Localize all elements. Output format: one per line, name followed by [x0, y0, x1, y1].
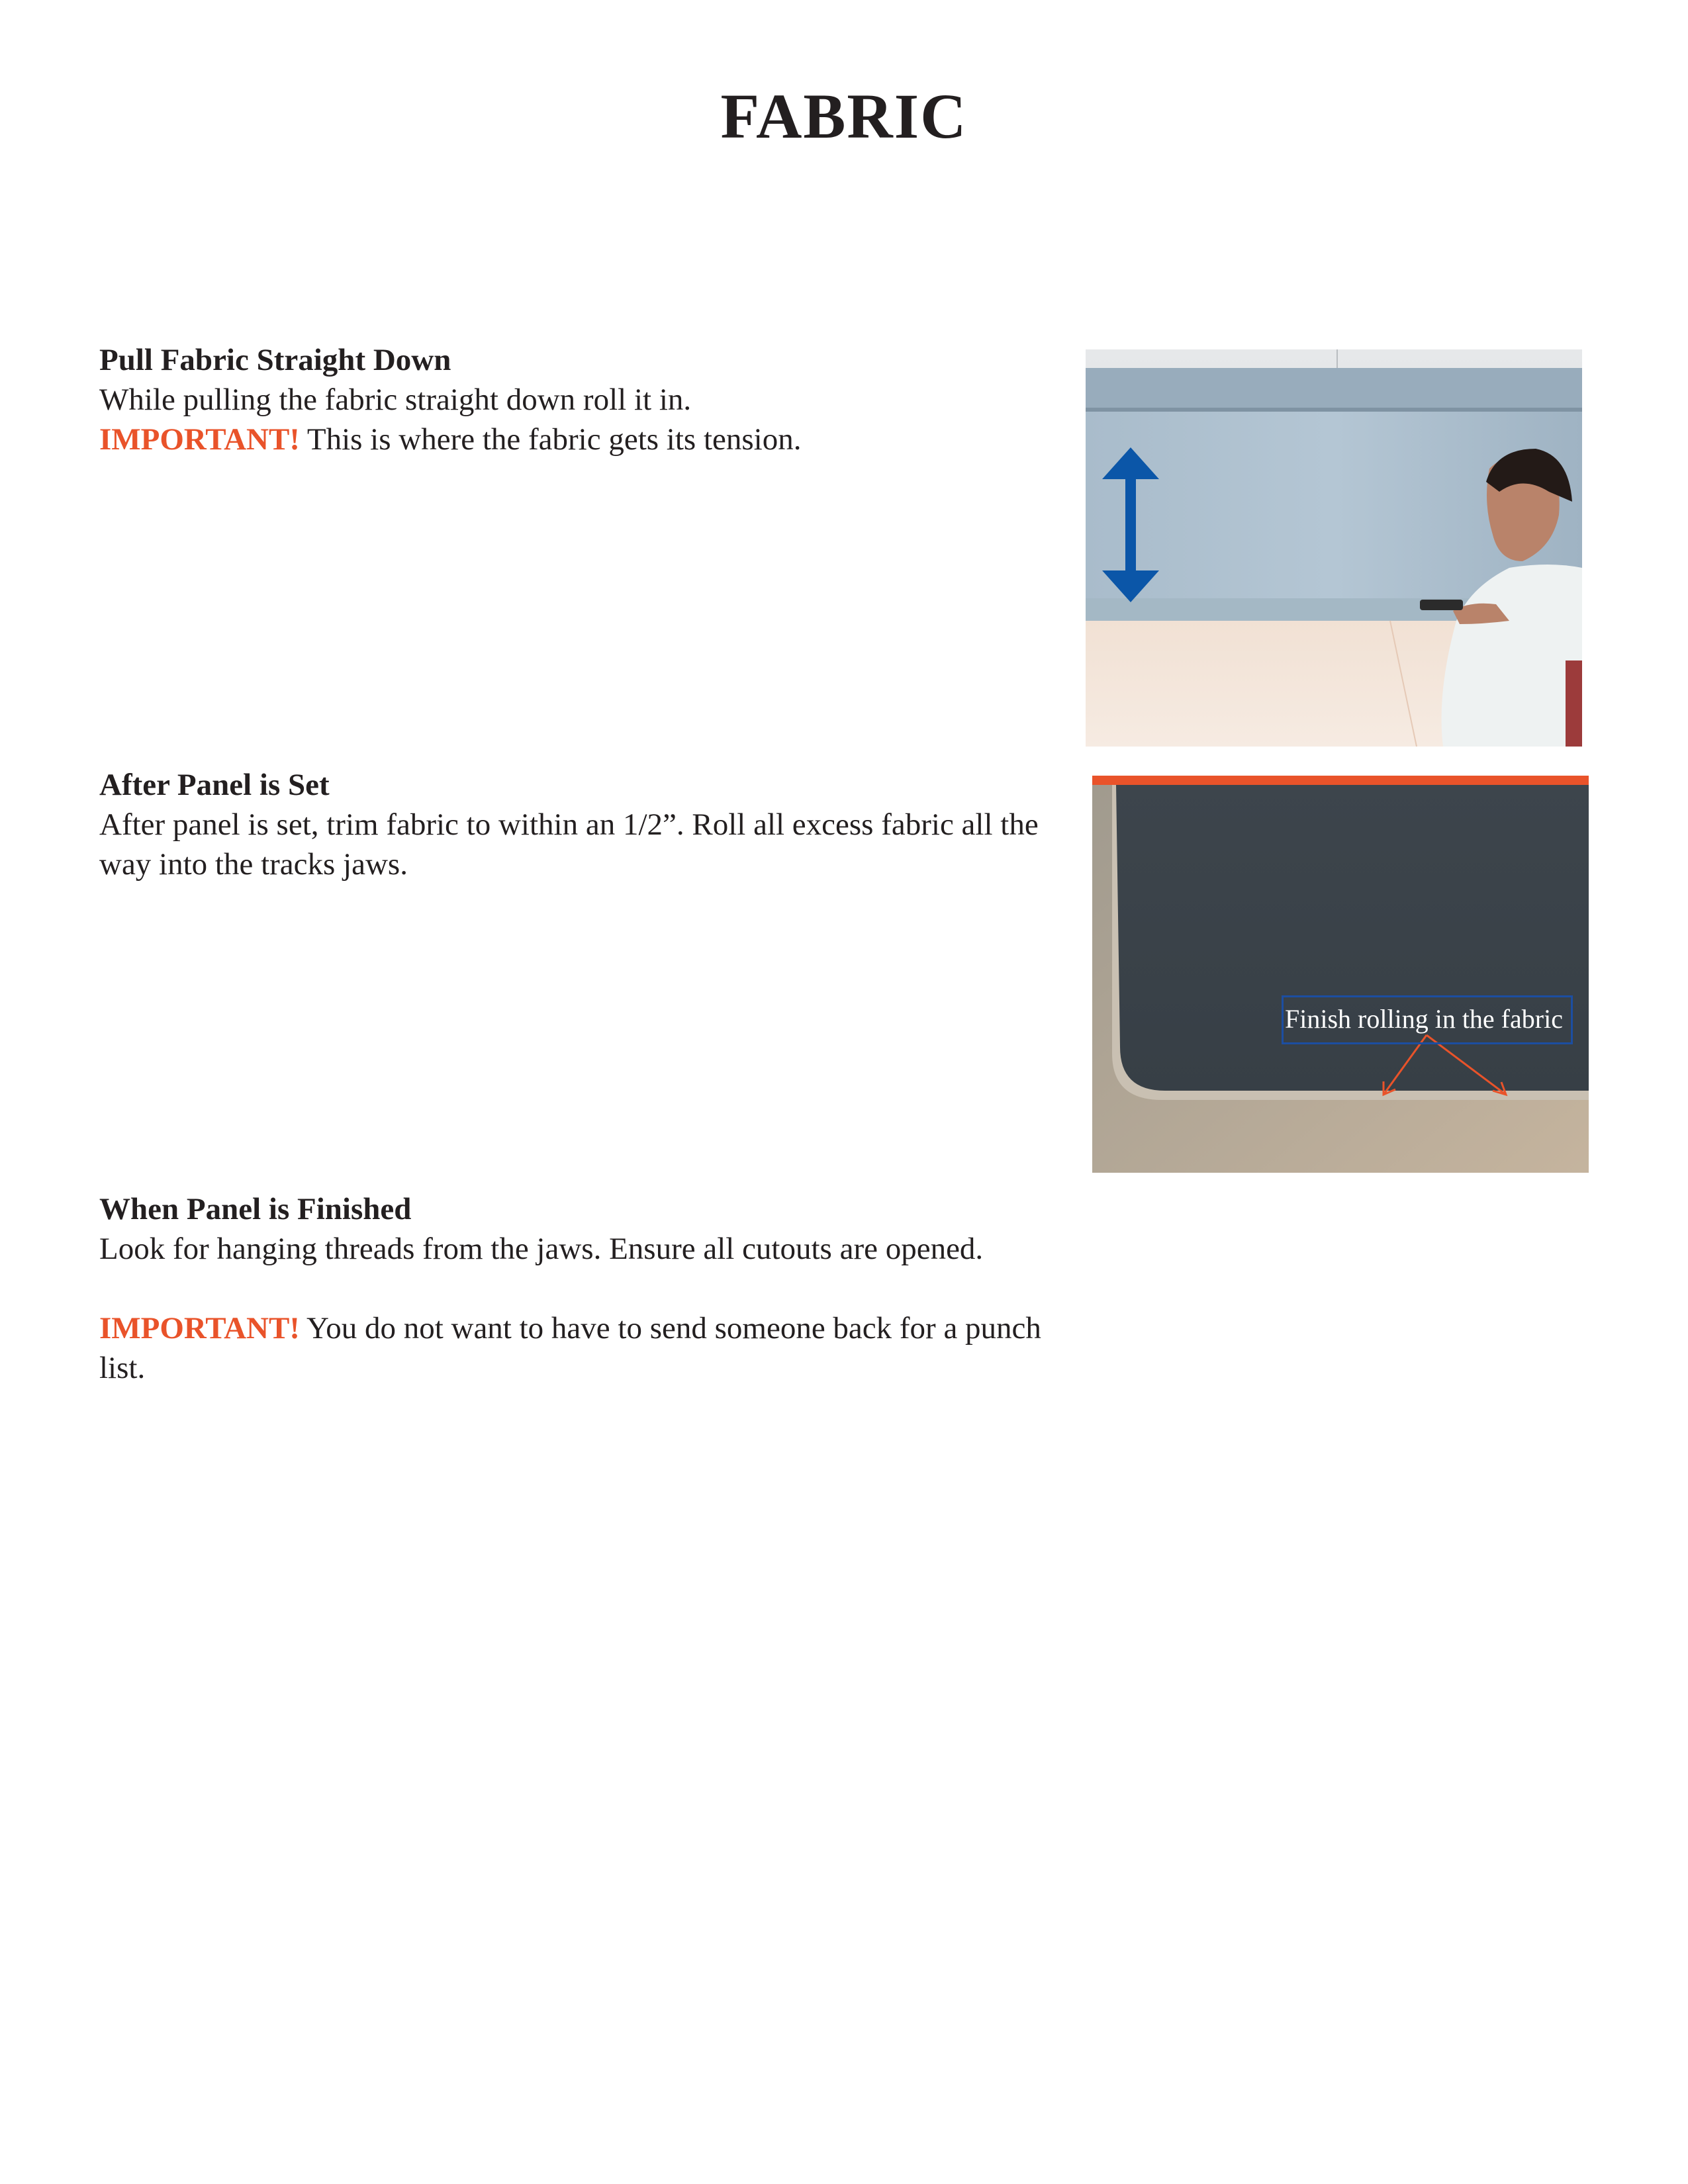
callout-label: Finish rolling in the fabric [1282, 995, 1573, 1044]
important-label: IMPORTANT! [99, 422, 300, 457]
section-body: While pulling the fabric straight down roll it in. [99, 383, 692, 417]
important-label: IMPORTANT! [99, 1311, 300, 1345]
section-after-panel-set [99, 765, 1072, 884]
section-body: Look for hanging threads from the jaws. Ensure all cutouts are opened. [99, 1232, 984, 1266]
important-text: You do not want to have to send someone back for a punch list. [99, 1311, 1041, 1385]
spacer [99, 1269, 1072, 1308]
section-panel-finished [99, 1189, 1072, 1388]
section-heading: Pull Fabric Straight Down [99, 343, 451, 377]
photo-finish-rolling-image [1092, 776, 1589, 1173]
section-heading: When Panel is Finished [99, 1192, 412, 1226]
photo-pulling-fabric-image [1086, 349, 1582, 747]
section-body: After panel is set, trim fabric to within an 1/2”. Roll all excess fabric all the way into the tracks jaws. [99, 807, 1039, 882]
important-note [99, 420, 1072, 459]
photo-finish-rolling [1092, 776, 1589, 1173]
page-title: FABRIC [720, 81, 968, 152]
important-text: This is where the fabric gets its tension. [299, 422, 802, 457]
important-note [99, 1308, 1072, 1388]
section-heading: After Panel is Set [99, 768, 330, 802]
photo-pulling-fabric [1086, 349, 1582, 747]
section-pull-fabric [99, 340, 1072, 459]
